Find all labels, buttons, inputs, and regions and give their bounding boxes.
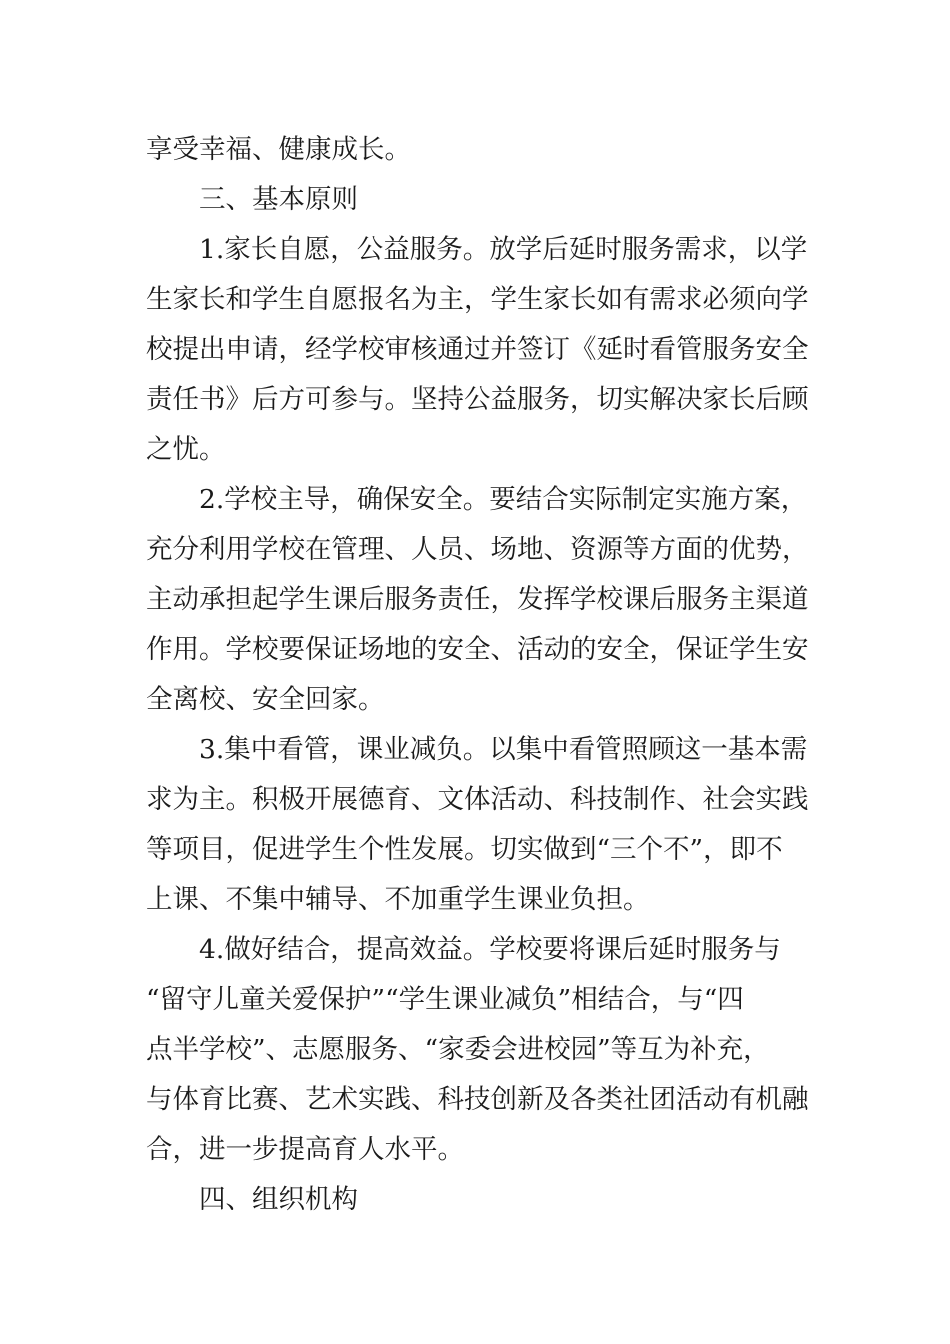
text-line-15: 等项目，促进学生个性发展。切实做到“三个不”，即不 [146,834,783,865]
text-line-3: 1.家长自愿，公益服务。放学后延时服务需求，以学 [199,234,808,265]
text-line-6: 责任书》后方可参与。坚持公益服务，切实解决家长后顾 [146,384,809,415]
text-line-4: 生家长和学生自愿报名为主，学生家长如有需求必须向学 [146,284,809,315]
text-line-13: 3.集中看管，课业减负。以集中看管照顾这一基本需 [199,734,808,765]
section-heading-organization: 四、组织机构 [199,1184,358,1215]
text-line-16: 上课、不集中辅导、不加重学生课业负担。 [146,884,650,915]
text-line-19: 点半学校”、志愿服务、“家委会进校园”等互为补充， [146,1034,770,1065]
text-line-1: 享受幸福、健康成长。 [146,134,411,165]
text-line-10: 主动承担起学生课后服务责任，发挥学校课后服务主渠道 [146,584,809,615]
text-line-9: 充分利用学校在管理、人员、场地、资源等方面的优势， [146,534,809,565]
text-line-11: 作用。学校要保证场地的安全、活动的安全，保证学生安 [146,634,809,665]
text-line-12: 全离校、安全回家。 [146,684,385,715]
text-line-20: 与体育比赛、艺术实践、科技创新及各类社团活动有机融 [146,1084,809,1115]
section-heading-principles: 三、基本原则 [199,184,358,215]
text-line-17: 4.做好结合，提高效益。学校要将课后延时服务与 [199,934,781,965]
text-line-14: 求为主。积极开展德育、文体活动、科技制作、社会实践 [146,784,809,815]
text-line-7: 之忧。 [146,434,226,465]
text-line-5: 校提出申请，经学校审核通过并签订《延时看管服务安全 [146,334,809,365]
text-line-8: 2.学校主导，确保安全。要结合实际制定实施方案， [199,484,808,515]
text-line-18: “留守儿童关爱保护”“学生课业减负”相结合，与“四 [146,984,744,1015]
text-line-21: 合，进一步提高育人水平。 [146,1134,464,1165]
